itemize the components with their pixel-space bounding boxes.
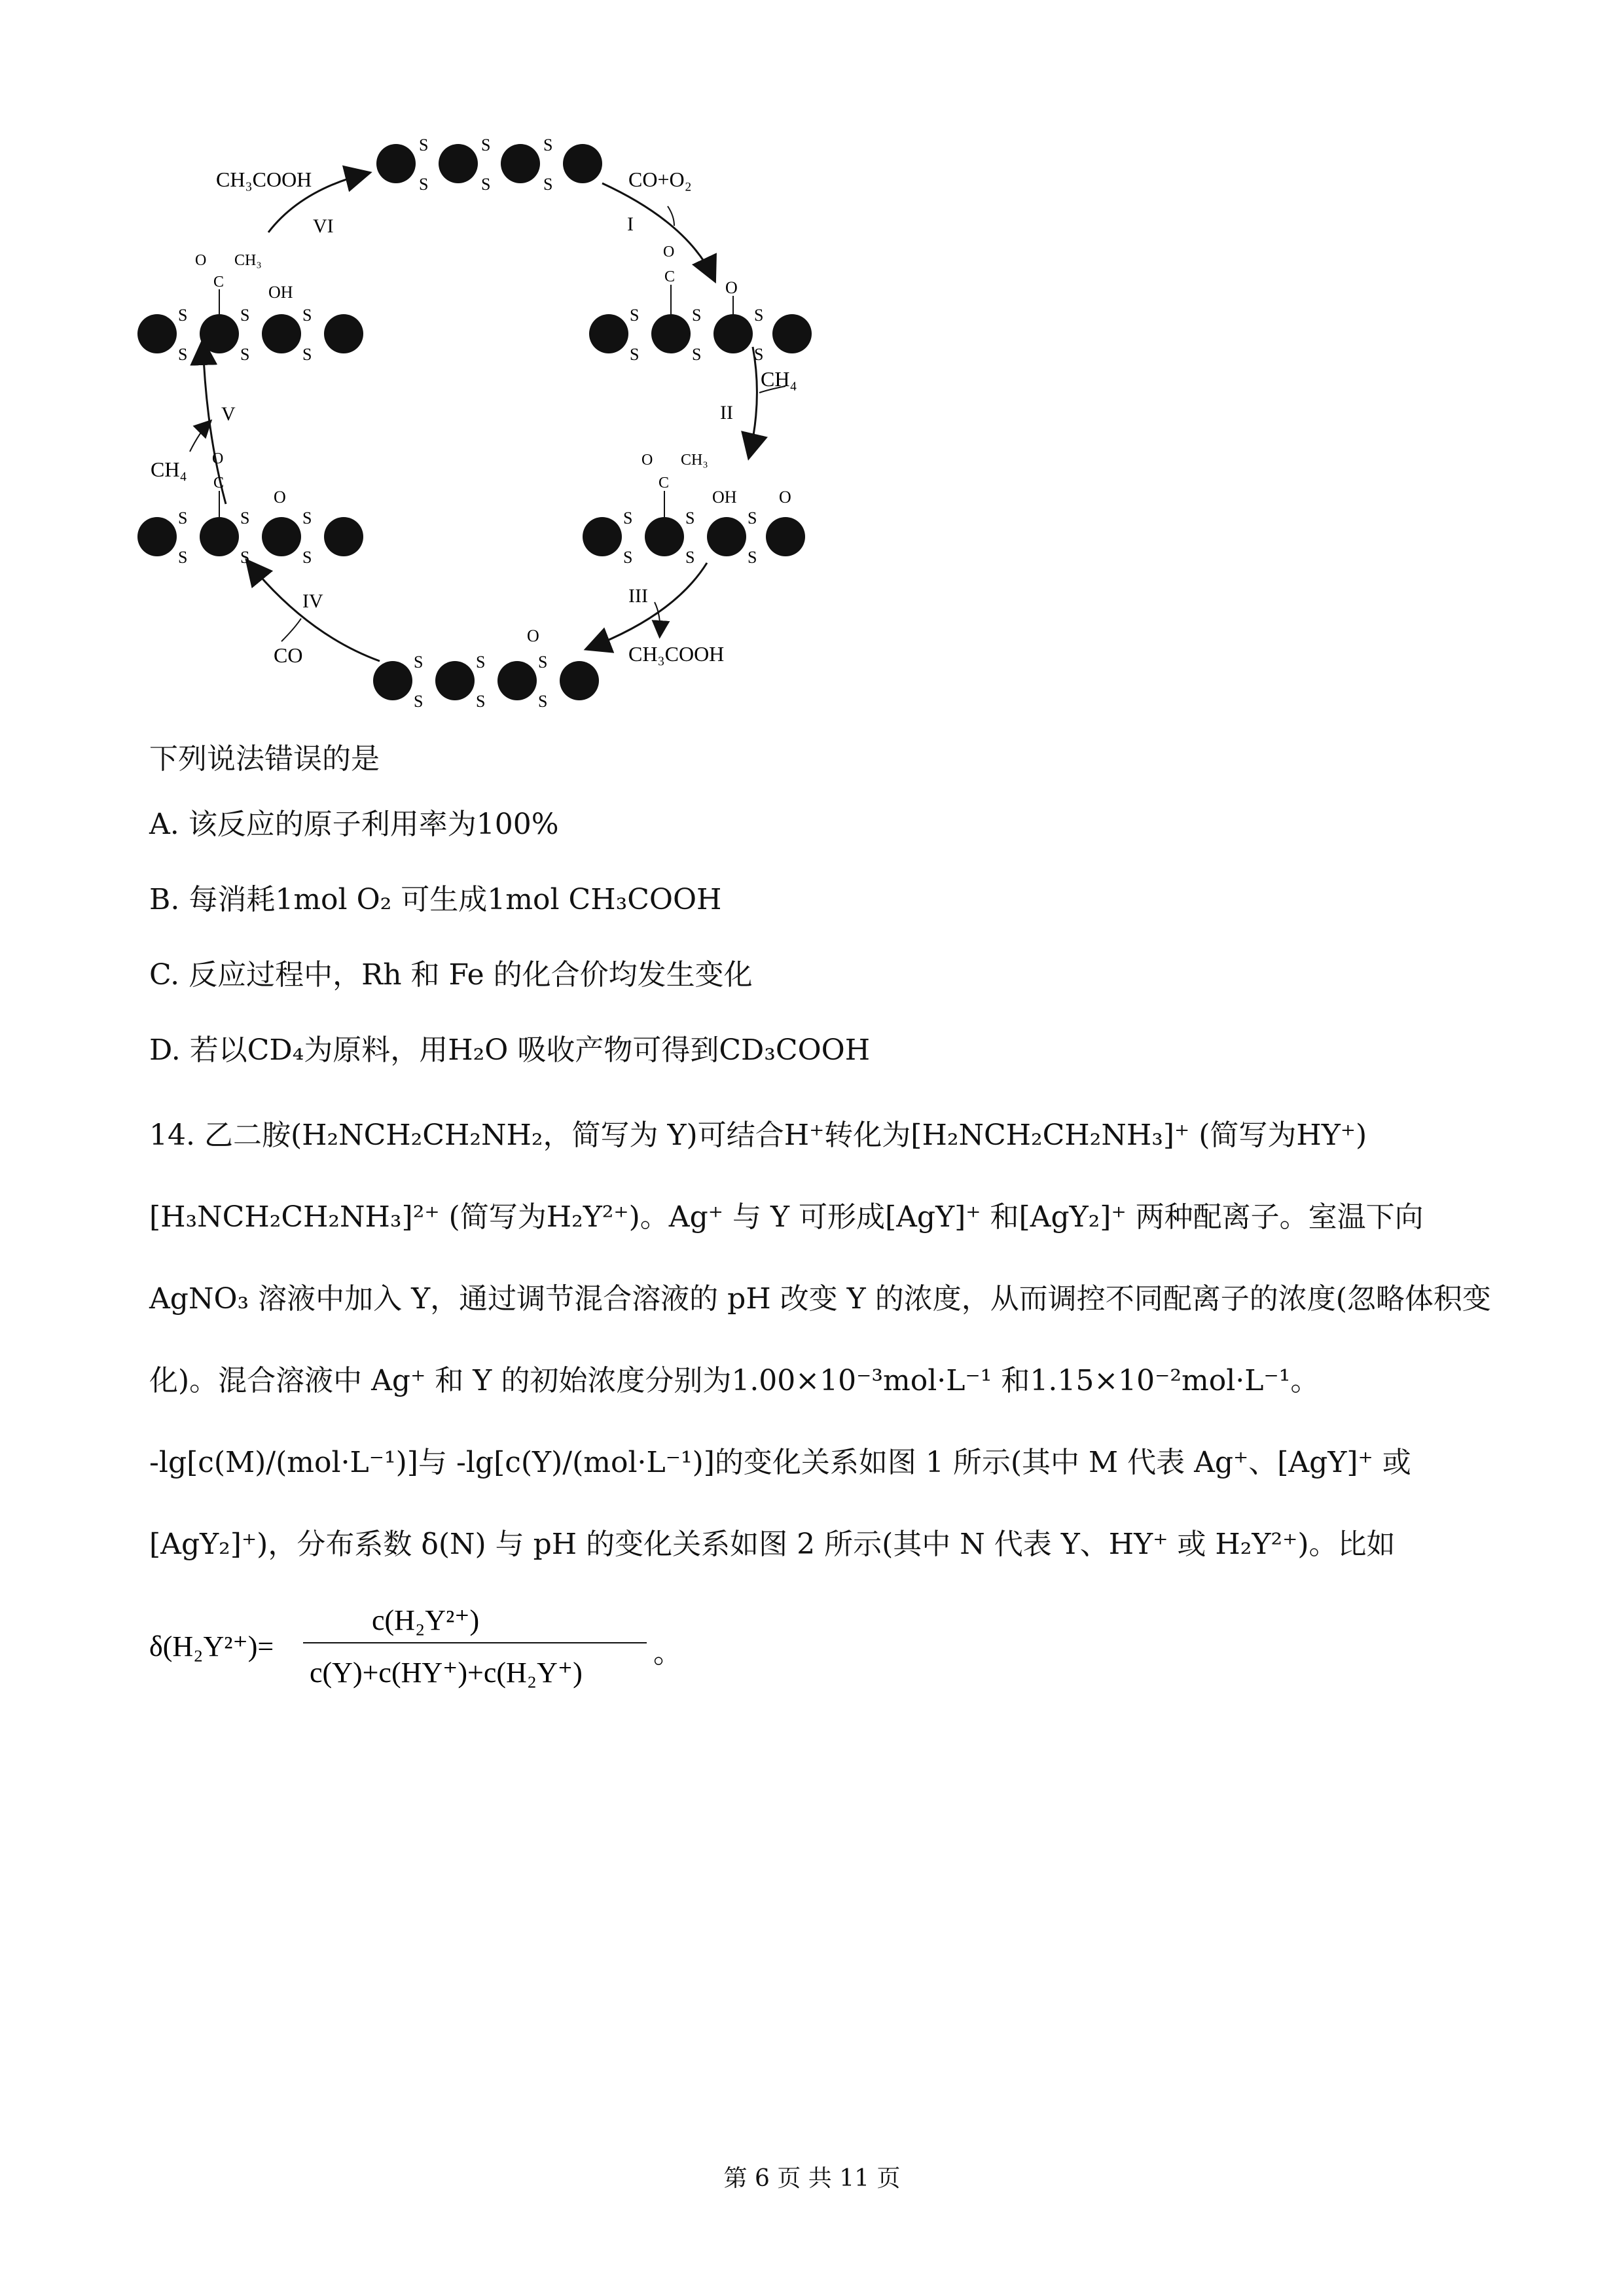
question14-line-5: -lg[c(M)/(mol·L⁻¹)]与 -lg[c(Y)/(mol·L⁻¹)]的变化关系如图 1 所示(其中 M 代表 Ag⁺、[AgY]⁺ 或 — [149, 1446, 1411, 1479]
svg-text:CH₃: CH₃ — [234, 252, 262, 269]
svg-text:S: S — [240, 548, 250, 567]
question13-prompt: 下列说法错误的是 — [149, 742, 380, 776]
option-label: C. — [149, 958, 180, 992]
step-label-2: II — [720, 402, 733, 423]
reagent-ch3cooh-out-b: CH₃COOH — [216, 168, 312, 191]
svg-text:S: S — [754, 345, 764, 364]
svg-text:O: O — [725, 278, 738, 297]
svg-text:CH₃: CH₃ — [681, 452, 708, 469]
svg-text:S: S — [302, 548, 312, 567]
svg-text:S: S — [240, 345, 250, 364]
formula-numerator: c(H₂Y²⁺) — [372, 1604, 480, 1636]
structure-right-upper — [589, 243, 812, 364]
arrow-step-4 — [249, 563, 380, 661]
formula-denominator: c(Y)+c(HY⁺)+c(H₂Y⁺) — [310, 1657, 583, 1689]
delta-formula — [149, 1590, 738, 1715]
question14-line-3: AgNO₃ 溶液中加入 Y，通过调节混合溶液的 pH 改变 Y 的浓度，从而调控不同配离子的浓度(忽略体积变 — [149, 1282, 1491, 1316]
svg-text:S: S — [748, 509, 757, 528]
arrow-out-ch3cooh-a — [655, 602, 660, 635]
structure-right-lower — [583, 452, 805, 567]
svg-text:O: O — [195, 252, 207, 269]
structure-left-upper — [137, 252, 363, 364]
question13-option-b[interactable] — [149, 880, 721, 920]
svg-text:S: S — [178, 548, 188, 567]
svg-text:S: S — [476, 653, 486, 672]
svg-text:C: C — [213, 475, 225, 492]
svg-text:O: O — [212, 450, 224, 467]
arrow-out-ch4-b — [190, 422, 209, 452]
reagent-ch3cooh-out-a: CH₃COOH — [628, 642, 725, 666]
svg-text:S: S — [476, 692, 486, 711]
svg-text:S: S — [630, 306, 640, 325]
svg-text:S: S — [481, 175, 491, 194]
structure-bottom — [373, 626, 599, 711]
svg-text:S: S — [302, 306, 312, 325]
question14-line-4: 化)。混合溶液中 Ag⁺ 和 Y 的初始浓度分别为1.00×10⁻³mol·L⁻¹ 和1.15×10⁻²mol·L⁻¹。 — [149, 1364, 1320, 1397]
svg-text:O: O — [641, 452, 653, 469]
question14-line-2: [H₃NCH₂CH₂NH₃]²⁺ (简写为H₂Y²⁺)。Ag⁺ 与 Y 可形成[AgY]⁺ 和[AgY₂]⁺ 两种配离子。室温下向 — [149, 1200, 1424, 1234]
svg-text:S: S — [302, 509, 312, 528]
formula-end: 。 — [653, 1637, 682, 1669]
svg-text:S: S — [543, 175, 553, 194]
step-label-1: I — [627, 213, 634, 235]
svg-text:S: S — [414, 692, 424, 711]
svg-text:S: S — [754, 306, 764, 325]
svg-text:OH: OH — [268, 283, 293, 302]
option-text: 若以CD₄为原料，用H₂O 吸收产物可得到CD₃COOH — [189, 1033, 871, 1067]
svg-text:S: S — [538, 653, 548, 672]
option-label: B. — [149, 883, 180, 916]
question13-option-c[interactable] — [149, 956, 753, 995]
svg-text:O: O — [274, 488, 286, 507]
svg-text:OH: OH — [712, 488, 737, 507]
svg-text:S: S — [623, 548, 633, 567]
question13-option-a[interactable] — [149, 805, 559, 844]
option-text: 每消耗1mol O₂ 可生成1mol CH₃COOH — [189, 883, 722, 916]
arrow-step-1 — [602, 183, 713, 278]
step-label-6: VI — [313, 215, 334, 237]
svg-text:S: S — [748, 548, 757, 567]
svg-text:S: S — [538, 692, 548, 711]
svg-text:S: S — [240, 306, 250, 325]
formula-lhs: δ(H₂Y²⁺)= — [149, 1630, 274, 1662]
svg-text:O: O — [663, 243, 675, 260]
svg-text:S: S — [178, 345, 188, 364]
svg-text:S: S — [302, 345, 312, 364]
question14-line-6: [AgY₂]⁺)，分布系数 δ(N) 与 pH 的变化关系如图 2 所示(其中 N 代表 Y、HY⁺ 或 H₂Y²⁺)。比如 — [149, 1528, 1396, 1561]
svg-text:S: S — [692, 306, 702, 325]
svg-text:O: O — [527, 626, 539, 645]
svg-text:S: S — [543, 135, 553, 154]
svg-text:S: S — [178, 509, 188, 528]
svg-text:S: S — [692, 345, 702, 364]
svg-text:S: S — [630, 345, 640, 364]
step-label-5: V — [221, 403, 236, 425]
structure-top — [376, 135, 602, 194]
svg-text:S: S — [481, 135, 491, 154]
delta-formula-svg — [149, 1590, 738, 1708]
option-label: A. — [149, 808, 179, 841]
page-footer: 第 6 页 共 11 页 — [723, 2165, 901, 2192]
svg-text:S: S — [419, 175, 429, 194]
reagent-co-o2: CO+O₂ — [628, 168, 692, 191]
svg-text:S: S — [685, 548, 695, 567]
option-label: D. — [149, 1033, 181, 1067]
svg-text:S: S — [178, 306, 188, 325]
step-label-3: III — [628, 585, 648, 607]
step-label-4: IV — [302, 590, 323, 612]
svg-text:S: S — [623, 509, 633, 528]
catalytic-cycle-diagram — [131, 118, 797, 713]
svg-text:S: S — [414, 653, 424, 672]
svg-text:C: C — [213, 274, 225, 291]
reagent-ch4-a: CH₄ — [761, 367, 797, 391]
option-text: 反应过程中，Rh 和 Fe 的化合价均发生变化 — [189, 958, 753, 992]
reagent-co: CO — [274, 643, 303, 667]
reagent-ch4-b: CH₄ — [151, 457, 187, 481]
svg-text:O: O — [779, 488, 791, 507]
svg-text:S: S — [685, 509, 695, 528]
arrow-step-3 — [589, 563, 707, 648]
option-text: 该反应的原子利用率为100% — [188, 808, 559, 841]
arrow-in-co — [281, 619, 301, 641]
question13-option-d[interactable] — [149, 1031, 870, 1070]
svg-text:S: S — [240, 509, 250, 528]
question14-line-1: 14. 乙二胺(H₂NCH₂CH₂NH₂，简写为 Y)可结合H⁺转化为[H₂NCH₂CH₂NH₃]⁺ (简写为HY⁺) — [149, 1119, 1367, 1152]
svg-text:C: C — [659, 475, 670, 492]
svg-text:S: S — [419, 135, 429, 154]
svg-text:C: C — [664, 268, 676, 285]
